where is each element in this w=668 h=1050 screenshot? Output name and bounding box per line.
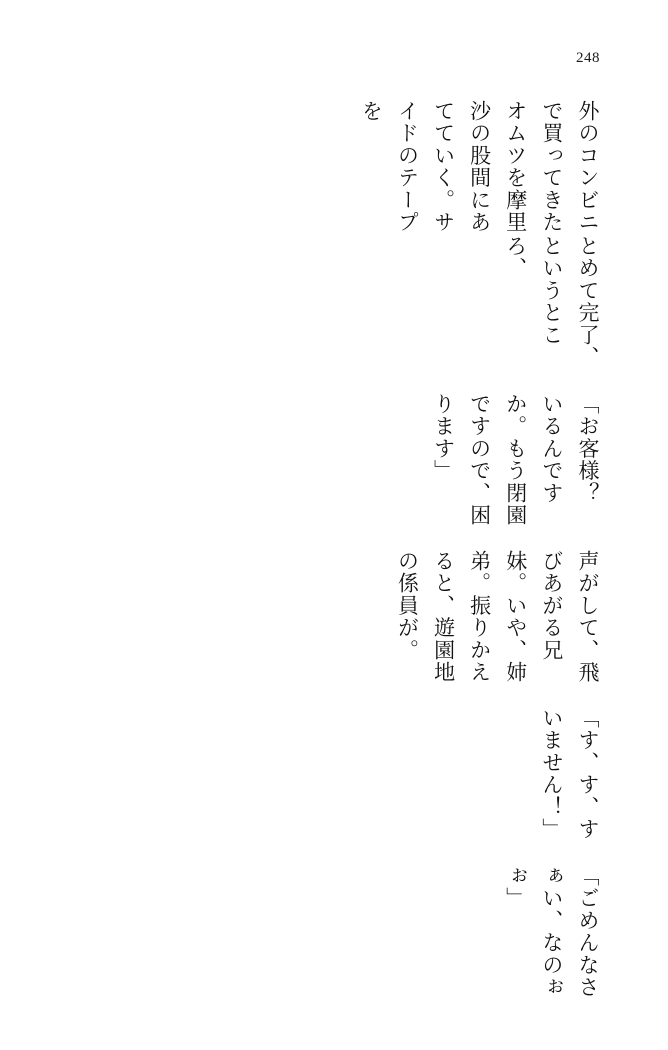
paragraph: 声がして、飛びあがる兄妹。いや、姉弟。振りかえると、遊園地の係員が。 bbox=[395, 549, 600, 684]
paragraph: とめて完了、というところ、 bbox=[503, 235, 600, 369]
page-body-text bbox=[353, 100, 606, 1000]
paragraph: 「ごめんなさぁい、なのぉぉ」 bbox=[503, 864, 600, 998]
paragraph: 「お客様？ いるんですか。もう閉園ですので、困ります」 bbox=[431, 392, 600, 526]
page-number: 248 bbox=[576, 50, 600, 66]
paragraph: 外のコンビニで買ってきたオムツを摩里沙の股間にあてていく。サイドのテープを bbox=[359, 100, 600, 234]
paragraph: 「す、す、すいません！」 bbox=[539, 707, 600, 841]
